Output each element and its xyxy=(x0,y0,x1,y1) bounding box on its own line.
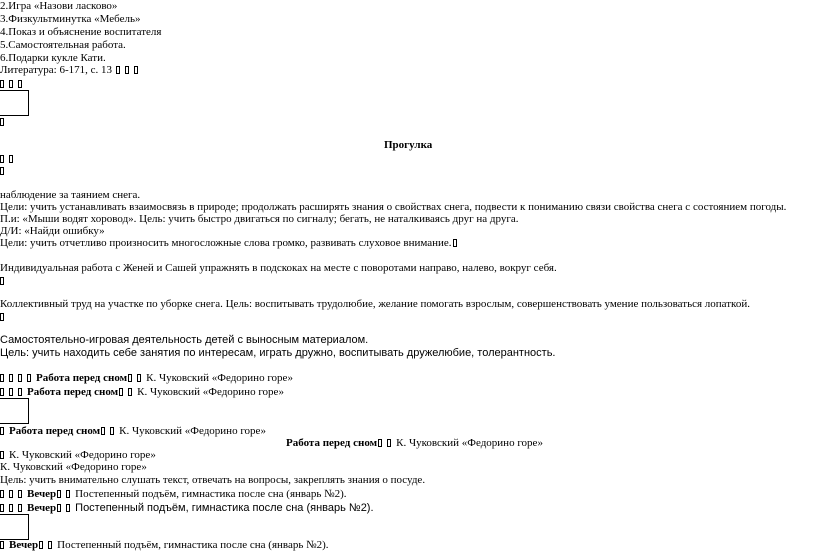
missing-glyph-icon xyxy=(9,504,13,512)
missing-glyph-icon xyxy=(0,374,4,382)
empty-cell xyxy=(0,514,29,540)
missing-glyph-icon xyxy=(453,239,457,247)
missing-glyph-icon xyxy=(110,427,114,435)
missing-glyph-icon xyxy=(9,490,13,498)
missing-glyph-icon xyxy=(18,388,22,396)
evening-line-3 xyxy=(0,539,329,552)
missing-glyph-icon xyxy=(0,167,4,175)
missing-glyph-icon xyxy=(66,504,70,512)
missing-glyph-icon xyxy=(116,66,120,74)
missing-glyph-icon xyxy=(128,388,132,396)
didactic-goal: Цели: учить отчетливо произносить многосложные слова громко, развивать слуховое внимание. xyxy=(0,237,452,249)
empty-cell xyxy=(0,90,29,116)
sleep-heading: Работа перед сном xyxy=(9,425,101,437)
evening-heading: Вечер xyxy=(27,502,57,514)
missing-glyph-icon xyxy=(57,504,61,512)
outdoor-game: П.и: «Мыши водят хоровод». Цель: учить быстро двигаться по сигналу; бегать, не наталкиваясь друг на друга. xyxy=(0,213,519,225)
sleep-goal: Цель: учить внимательно слушать текст, отвечать на вопросы, закреплять знания о посуде. xyxy=(0,474,426,486)
sleep-line-4 xyxy=(286,437,543,450)
sleep-heading: Работа перед сном xyxy=(27,386,119,398)
literature-line xyxy=(0,64,143,77)
missing-glyph-icon xyxy=(18,80,22,88)
glyph-row xyxy=(0,116,9,129)
missing-glyph-icon xyxy=(0,80,4,88)
sleep-reading: К. Чуковский «Федорино горе» xyxy=(119,425,266,437)
missing-glyph-icon xyxy=(0,451,4,459)
evening-line-2 xyxy=(0,502,374,515)
plan-item-5: 5.Самостоятельная работа. xyxy=(0,39,126,51)
didactic-game: Д/И: «Найди ошибку» xyxy=(0,225,105,237)
literature-text: Литература: 6-171, с. 13 xyxy=(0,64,113,76)
evening-text: Постепенный подъём, гимнастика после сна (январь №2). xyxy=(57,539,329,551)
empty-cell xyxy=(0,398,29,424)
missing-glyph-icon xyxy=(0,427,4,435)
missing-glyph-icon xyxy=(27,374,31,382)
missing-glyph-icon xyxy=(378,439,382,447)
sleep-line-2 xyxy=(0,386,284,399)
independent-activity: Самостоятельно-игровая деятельность детей с выносным материалом. xyxy=(0,334,369,346)
evening-text: Постепенный подъём, гимнастика после сна (январь №2). xyxy=(75,502,374,514)
walk-title: Прогулка xyxy=(384,139,433,151)
sleep-reading: К. Чуковский «Федорино горе» xyxy=(9,449,156,461)
labor-text: Коллективный труд на участке по уборке снега. Цель: воспитывать трудолюбие, желание помогать взрослым, совершенствовать умение пользоваться лопаткой. xyxy=(0,298,750,310)
missing-glyph-icon xyxy=(137,374,141,382)
missing-glyph-icon xyxy=(39,541,43,549)
evening-line-1 xyxy=(0,488,347,501)
sleep-reading-plain: К. Чуковский «Федорино горе» xyxy=(0,461,147,473)
missing-glyph-icon xyxy=(0,155,4,163)
sleep-reading: К. Чуковский «Федорино горе» xyxy=(146,372,293,384)
missing-glyph-icon xyxy=(66,490,70,498)
missing-glyph-icon xyxy=(0,313,4,321)
evening-heading: Вечер xyxy=(27,488,57,500)
sleep-heading: Работа перед сном xyxy=(286,437,378,449)
evening-heading: Вечер xyxy=(9,539,39,551)
missing-glyph-icon xyxy=(119,388,123,396)
missing-glyph-icon xyxy=(101,427,105,435)
glyph-row xyxy=(0,165,9,178)
individual-work: Индивидуальная работа с Женей и Сашей упражнять в подскоках на месте с поворотами направо, налево, вокруг себя. xyxy=(0,262,557,274)
missing-glyph-icon xyxy=(0,541,4,549)
missing-glyph-icon xyxy=(128,374,132,382)
missing-glyph-icon xyxy=(9,374,13,382)
missing-glyph-icon xyxy=(125,66,129,74)
missing-glyph-icon xyxy=(18,504,22,512)
observation-goal: Цели: учить устанавливать взаимосвязь в природе; продолжать расширять знания о свойствах снега, подвести к пониманию связи свойства снега с состоянием погоды. xyxy=(0,201,787,213)
independent-goal: Цель: учить находить себе занятия по интересам, играть дружно, воспитывать дружелюбие, толерантность. xyxy=(0,347,556,359)
missing-glyph-icon xyxy=(18,490,22,498)
missing-glyph-icon xyxy=(134,66,138,74)
missing-glyph-icon xyxy=(0,118,4,126)
sleep-line-1 xyxy=(0,372,293,385)
missing-glyph-icon xyxy=(0,490,4,498)
missing-glyph-icon xyxy=(9,155,13,163)
plan-item-4: 4.Показ и объяснение воспитателя xyxy=(0,26,162,38)
sleep-reading: К. Чуковский «Федорино горе» xyxy=(137,386,284,398)
missing-glyph-icon xyxy=(0,388,4,396)
missing-glyph-icon xyxy=(0,277,4,285)
missing-glyph-icon xyxy=(9,388,13,396)
evening-text: Постепенный подъём, гимнастика после сна (январь №2). xyxy=(75,488,347,500)
plan-item-2: 2.Игра «Назови ласково» xyxy=(0,0,118,12)
sleep-heading: Работа перед сном xyxy=(36,372,128,384)
missing-glyph-icon xyxy=(57,490,61,498)
missing-glyph-icon xyxy=(48,541,52,549)
missing-glyph-icon xyxy=(387,439,391,447)
missing-glyph-icon xyxy=(9,80,13,88)
glyph-row xyxy=(0,311,9,324)
plan-item-6: 6.Подарки кукле Кати. xyxy=(0,52,106,64)
sleep-line-3 xyxy=(0,425,266,438)
missing-glyph-icon xyxy=(18,374,22,382)
glyph-row xyxy=(0,275,9,288)
observation-text: наблюдение за таянием снега. xyxy=(0,189,141,201)
plan-item-3: 3.Физкультминутка «Мебель» xyxy=(0,13,141,25)
missing-glyph-icon xyxy=(0,504,4,512)
didactic-goal-line xyxy=(0,237,462,250)
sleep-reading: К. Чуковский «Федорино горе» xyxy=(396,437,543,449)
